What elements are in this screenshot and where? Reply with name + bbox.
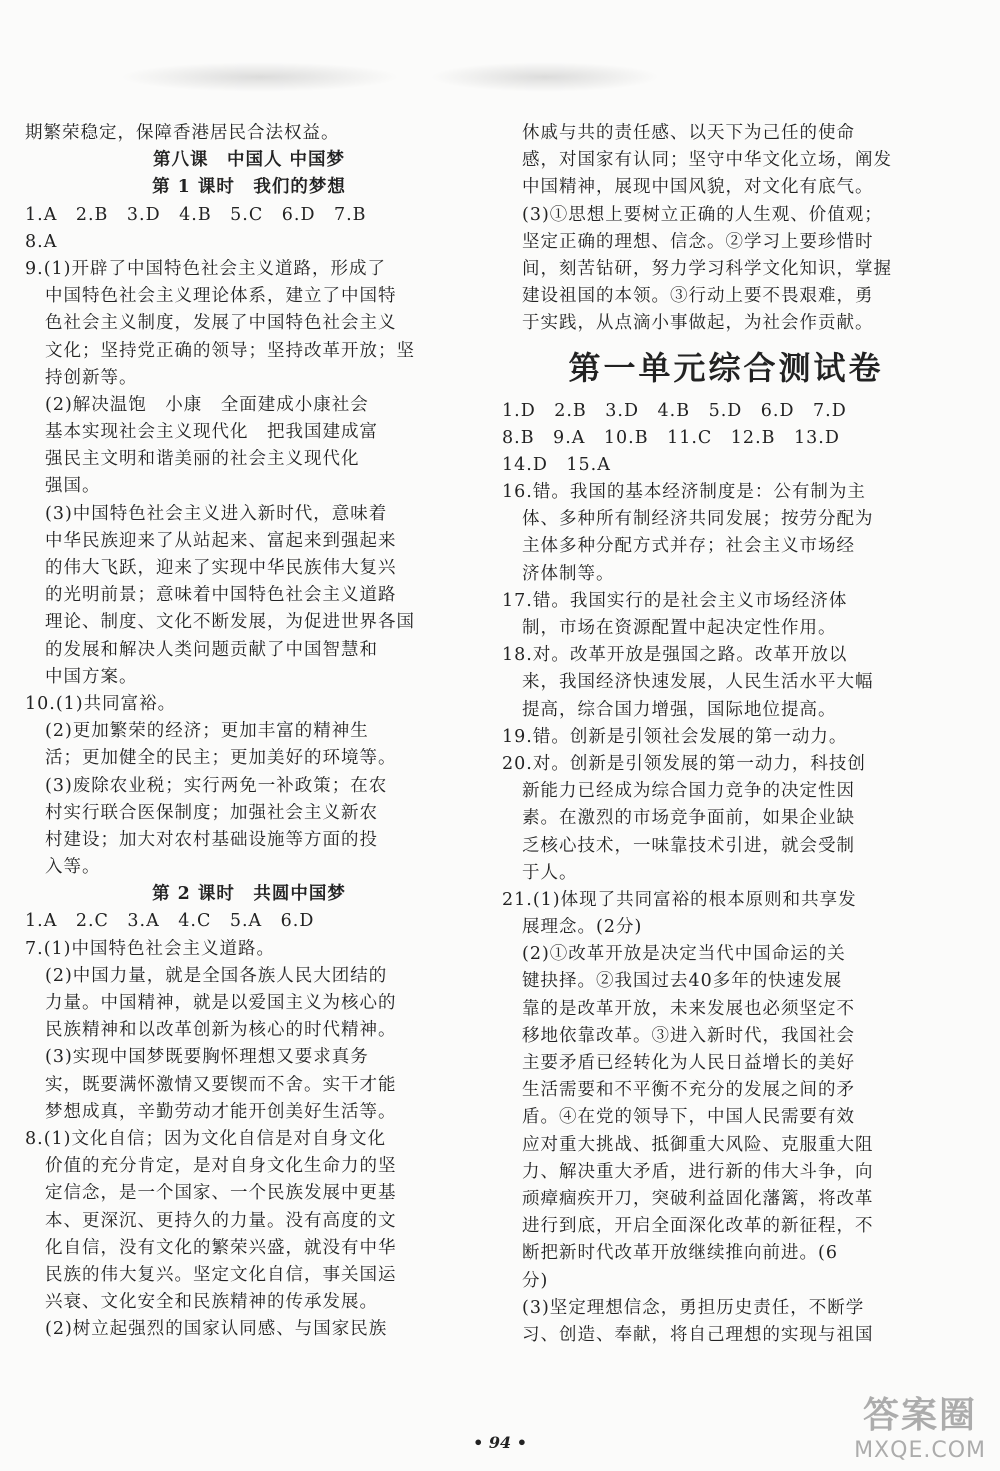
left-column <box>25 120 473 1343</box>
text-line: 8.B 9.A 10.B 11.C 12.B 13.D <box>502 427 840 448</box>
text-line: 顽瘴痼疾开刀，突破利益固化藩篱，将改革 <box>522 1188 874 1209</box>
text-line: 梦想成真，辛勤劳动才能开创美好生活等。 <box>45 1101 397 1122</box>
scan-smudge <box>120 62 400 92</box>
watermark-url: MXQE.COM <box>854 1438 986 1463</box>
text-line: 1.D 2.B 3.D 4.B 5.D 6.D 7.D <box>502 400 847 421</box>
text-line: 乏核心技术，一味靠技术引进，就会受制 <box>522 835 855 856</box>
text-line: 17.错。我国实行的是社会主义市场经济体 <box>502 590 848 611</box>
text-line: (3)①思想上要树立正确的人生观、价值观； <box>522 204 883 225</box>
section-heading: 第八课 中国人 中国梦 <box>152 150 346 171</box>
watermark <box>854 1387 986 1463</box>
text-line: 应对重大挑战、抵御重大风险、克服重大阻 <box>522 1134 874 1155</box>
text-line: 入等。 <box>45 857 101 878</box>
text-line: 强国。 <box>45 476 101 497</box>
text-line: 活；更加健全的民主；更加美好的环境等。 <box>45 748 397 769</box>
text-line: (3)实现中国梦既要胸怀理想又要求真务 <box>45 1047 369 1068</box>
text-line: (3)坚定理想信念，勇担历史责任，不断学 <box>522 1297 865 1318</box>
text-line: 中国方案。 <box>45 666 138 687</box>
text-line: 持创新等。 <box>45 367 138 388</box>
text-line: (2)解决温饱 小康 全面建成小康社会 <box>45 394 369 415</box>
text-line: 习、创造、奉献，将自己理想的实现与祖国 <box>522 1324 874 1345</box>
page-number: • 94 • <box>473 1433 527 1452</box>
text-line: 中国精神，展现中国风貌，对文化有底气。 <box>522 177 874 198</box>
text-line: 期繁荣稳定，保障香港居民合法权益。 <box>25 123 340 143</box>
text-line: 新能力已经成为综合国力竞争的决定性因 <box>522 781 855 802</box>
text-line: (2)中国力量，就是全国各族人民大团结的 <box>45 965 388 986</box>
text-line: 定信念，是一个国家、一个民族发展中更基 <box>45 1183 397 1204</box>
text-line: 文化；坚持党正确的领导；坚持改革开放；坚 <box>45 340 415 361</box>
text-line: 坚定正确的理想、信念。②学习上要珍惜时 <box>522 231 874 252</box>
text-line: 于实践，从点滴小事做起，为社会作贡献。 <box>522 313 874 334</box>
right-column <box>502 120 950 1349</box>
section-heading: 第 2 课时 共圆中国梦 <box>152 884 346 905</box>
text-line: 建设祖国的本领。③行动上要不畏艰难，勇 <box>522 286 874 307</box>
text-line: 靠的是改革开放，未来发展也必须坚定不 <box>522 998 855 1019</box>
text-line: 14.D 15.A <box>502 454 611 475</box>
text-line: 力量。中国精神，就是以爱国主义为核心的 <box>45 993 397 1013</box>
text-line: 7.(1)中国特色社会主义道路。 <box>25 938 275 959</box>
text-line: 19.错。创新是引领社会发展的第一动力。 <box>502 726 848 747</box>
text-line: 强民主文明和谐美丽的社会主义现代化 <box>45 449 360 470</box>
text-line: 8.(1)文化自信；因为文化自信是对自身文化 <box>25 1128 386 1149</box>
scan-smudge <box>430 62 660 92</box>
text-line: (3)中国特色社会主义进入新时代，意味着 <box>45 503 388 524</box>
text-line: 中国特色社会主义理论体系，建立了中国特 <box>45 286 397 307</box>
text-line: 10.(1)共同富裕。 <box>25 693 177 714</box>
text-line: 主体多种分配方式并存；社会主义市场经 <box>522 536 855 557</box>
text-line: 来，我国经济快速发展，人民生活水平大幅 <box>522 672 874 693</box>
text-line: 键抉择。②我国过去40多年的快速发展 <box>522 971 843 992</box>
text-line: 制，市场在资源配置中起决定性作用。 <box>522 618 837 638</box>
text-line: 村建设；加大对农村基础设施等方面的投 <box>45 829 378 850</box>
text-line: 的发展和解决人类问题贡献了中国智慧和 <box>45 639 378 660</box>
text-line: 济体制等。 <box>522 563 615 584</box>
text-line: (2)①改革开放是决定当代中国命运的关 <box>522 944 846 965</box>
text-line: 休戚与共的责任感、以天下为己任的使命 <box>522 123 855 143</box>
text-line: 的光明前景；意味着中国特色社会主义道路 <box>45 585 397 606</box>
text-line: 的伟大飞跃，迎来了实现中华民族伟大复兴 <box>45 558 397 578</box>
text-line: 实，既要满怀激情又要锲而不舍。实干才能 <box>45 1074 397 1095</box>
text-line: (3)废除农业税；实行两免一补政策；在农 <box>45 775 388 796</box>
text-line: 本、更深沉、更持久的力量。没有高度的文 <box>45 1210 397 1231</box>
text-line: 断把新时代改革开放继续推向前进。(6 <box>522 1243 838 1264</box>
text-line: 民族的伟大复兴。坚定文化自信，事关国运 <box>45 1264 397 1285</box>
watermark-logo-text: 答案圈 <box>863 1394 978 1436</box>
text-line: 体、多种所有制经济共同发展；按劳分配为 <box>522 509 874 530</box>
text-line: 基本实现社会主义现代化 把我国建成富 <box>45 422 378 443</box>
text-line: 1.A 2.B 3.D 4.B 5.C 6.D 7.B <box>25 204 367 225</box>
text-line: 化自信，没有文化的繁荣兴盛，就没有中华 <box>45 1237 397 1258</box>
text-line: 1.A 2.C 3.A 4.C 5.A 6.D <box>25 911 315 932</box>
text-line: 18.对。改革开放是强国之路。改革开放以 <box>502 645 848 666</box>
text-line: 生活需要和不平衡不充分的发展之间的矛 <box>522 1080 855 1101</box>
text-line: 8.A <box>25 231 58 252</box>
text-line: 21.(1)体现了共同富裕的根本原则和共享发 <box>502 889 857 910</box>
unit-test-title: 第一单元综合测试卷 <box>568 348 884 387</box>
text-line: 于人。 <box>522 862 578 883</box>
text-line: 中华民族迎来了从站起来、富起来到强起来 <box>45 530 397 551</box>
text-line: 展理念。(2分) <box>522 917 643 938</box>
text-line: 提高，综合国力增强，国际地位提高。 <box>522 699 837 720</box>
text-line: 移地依靠改革。③进入新时代，我国社会 <box>522 1025 855 1046</box>
text-line: 民族精神和以改革创新为核心的时代精神。 <box>45 1020 397 1041</box>
text-line: 村实行联合医保制度；加强社会主义新农 <box>45 802 378 823</box>
text-line: (2)更加繁荣的经济；更加丰富的精神生 <box>45 721 369 742</box>
text-line: 主要矛盾已经转化为人民日益增长的美好 <box>522 1053 855 1073</box>
text-line: 进行到底，开启全面深化改革的新征程，不 <box>522 1216 874 1237</box>
text-line: 分) <box>522 1270 549 1291</box>
text-line: 20.对。创新是引领发展的第一动力，科技创 <box>502 753 866 774</box>
section-heading: 第 1 课时 我们的梦想 <box>152 177 346 198</box>
text-line: 素。在激烈的市场竞争面前，如果企业缺 <box>522 808 855 829</box>
text-line: 价值的充分肯定，是对自身文化生命力的坚 <box>45 1156 397 1177</box>
text-line: 间，刻苦钻研，努力学习科学文化知识，掌握 <box>522 258 892 279</box>
text-line: 力、解决重大矛盾，进行新的伟大斗争，向 <box>522 1161 874 1182</box>
text-line: (2)树立起强烈的国家认同感、与国家民族 <box>45 1319 388 1340</box>
text-line: 16.错。我国的基本经济制度是：公有制为主 <box>502 482 866 503</box>
text-line: 理论、制度、文化不断发展，为促进世界各国 <box>45 612 415 633</box>
text-line: 盾。④在党的领导下，中国人民需要有效 <box>522 1107 855 1128</box>
text-line: 色社会主义制度，发展了中国特色社会主义 <box>45 313 397 334</box>
text-line: 兴衰、文化安全和民族精神的传承发展。 <box>45 1292 378 1313</box>
text-line: 9.(1)开辟了中国特色社会主义道路，形成了 <box>25 258 386 279</box>
text-line: 感，对国家有认同；坚守中华文化立场，阐发 <box>522 150 892 171</box>
